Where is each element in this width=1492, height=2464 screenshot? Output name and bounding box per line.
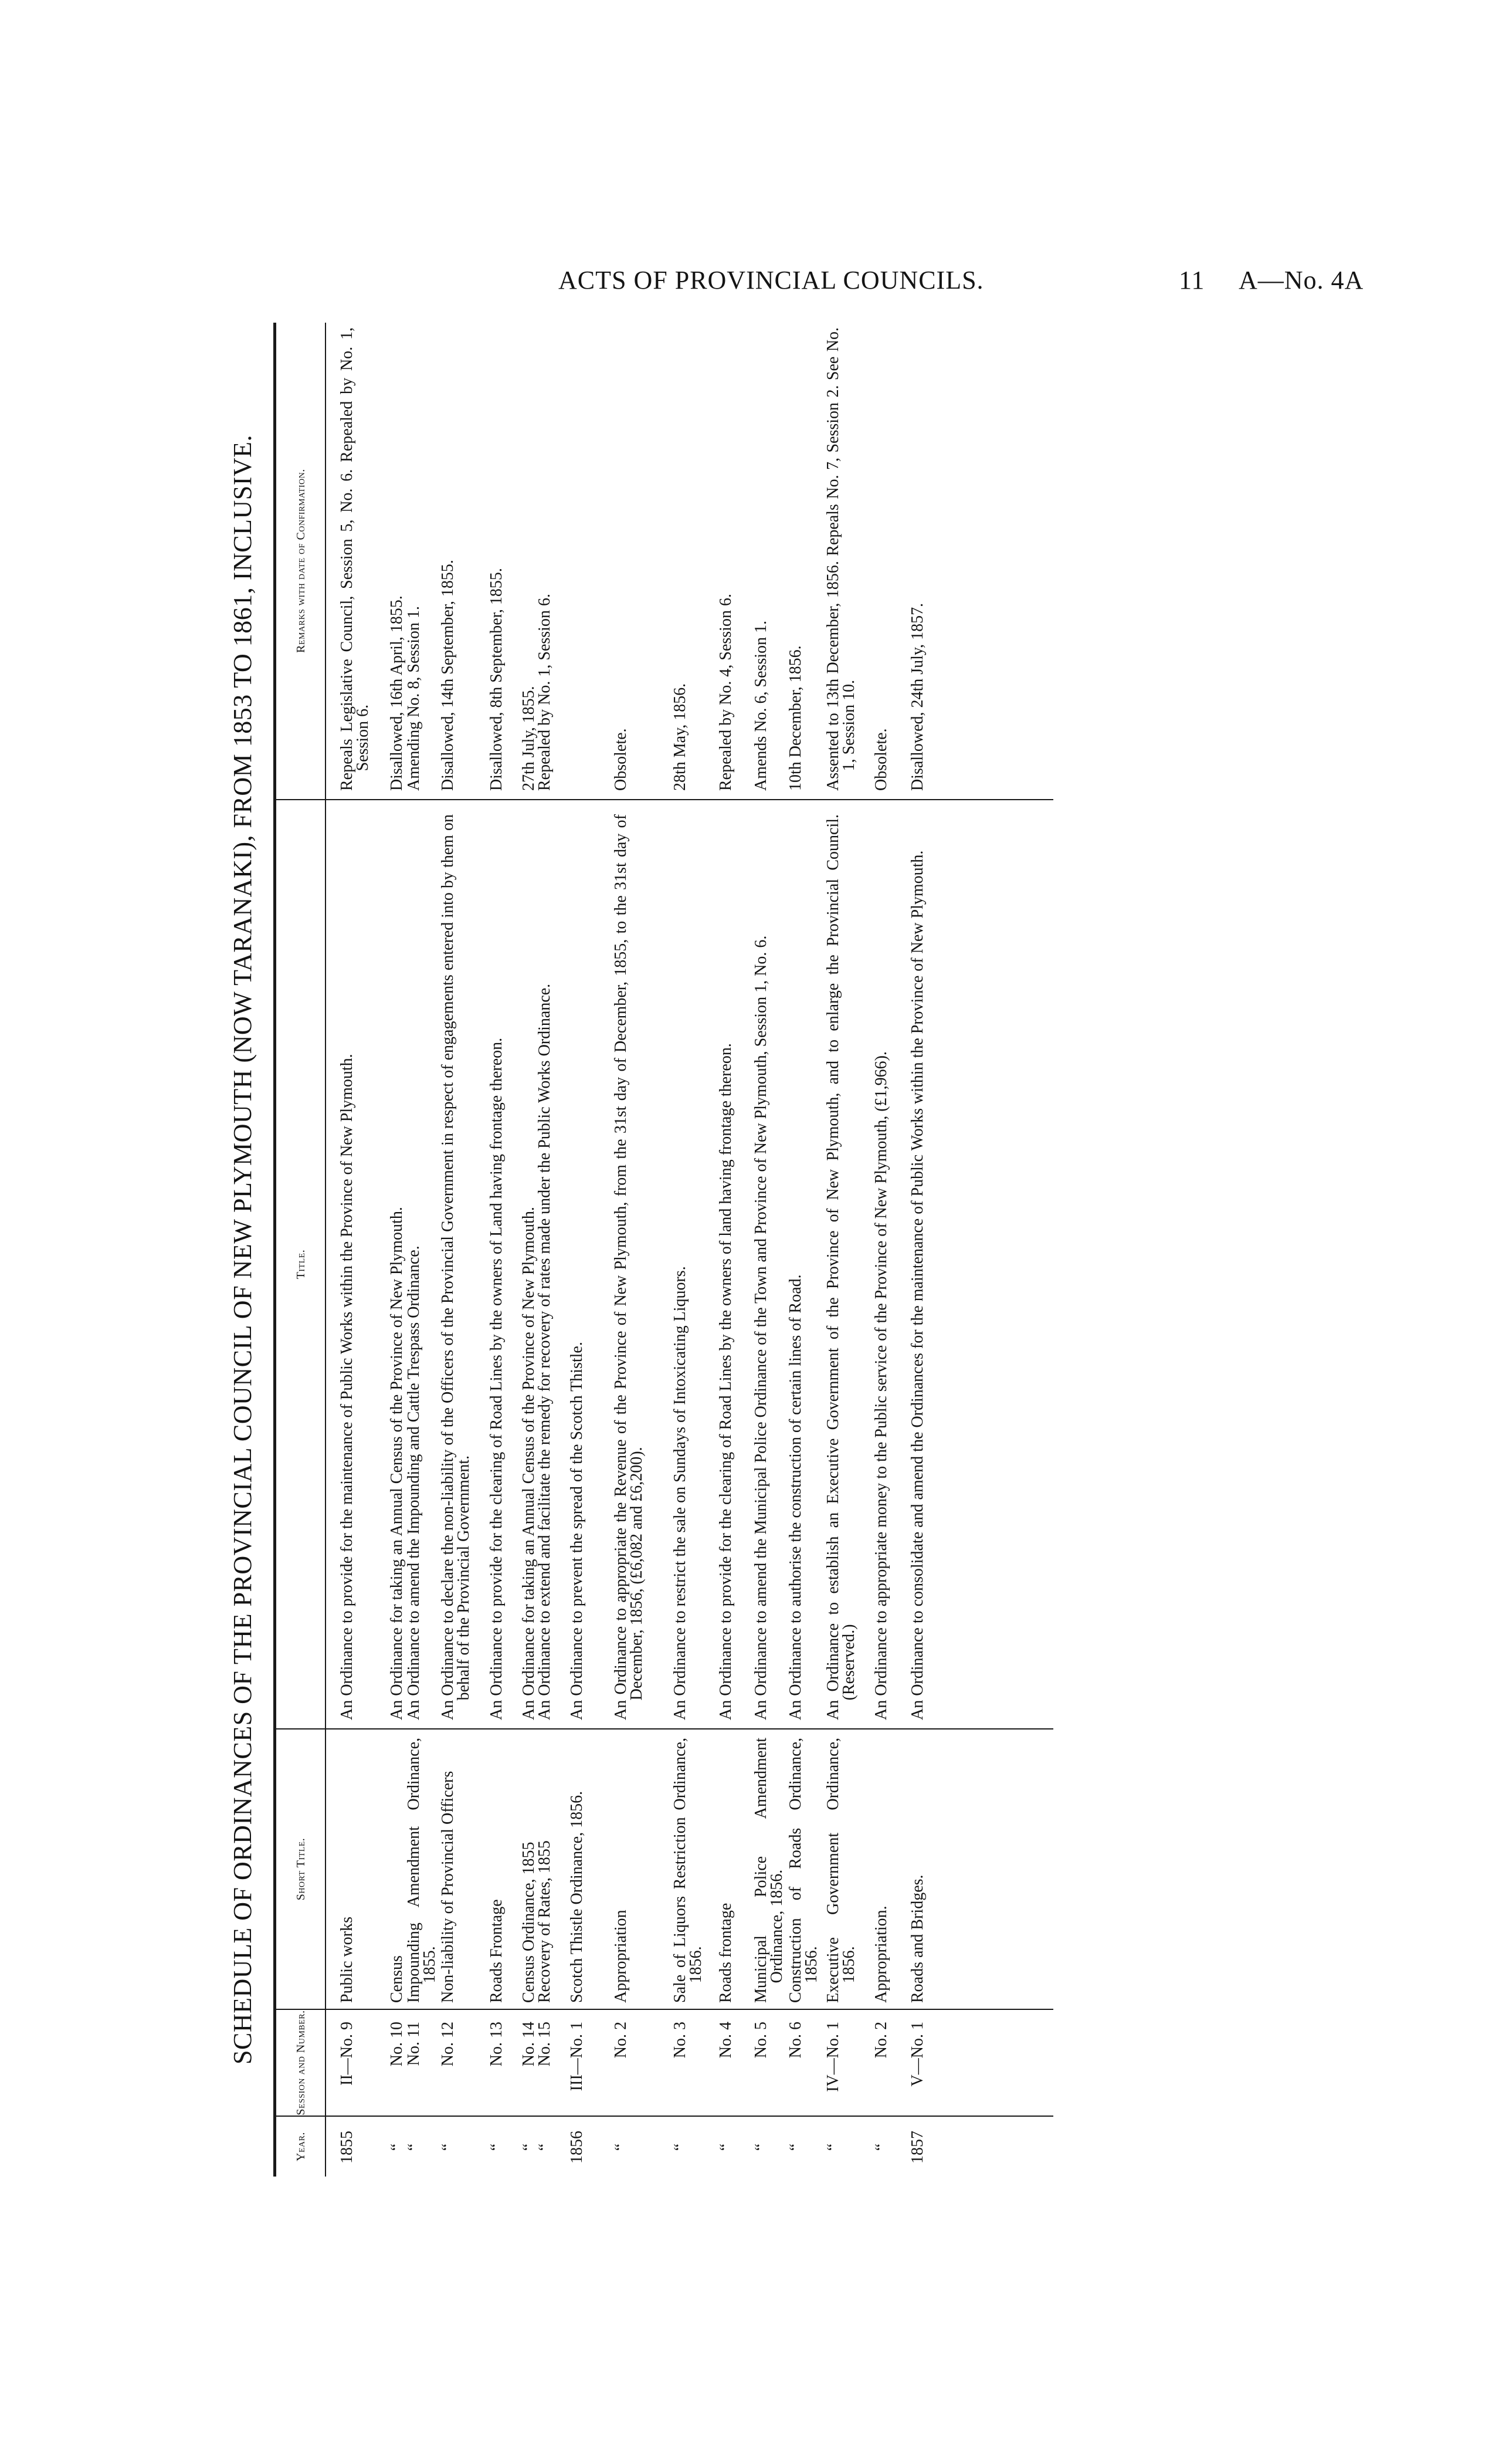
year-cell: “ xyxy=(786,2143,805,2151)
session-number-cell: No. 4 xyxy=(717,2022,735,2059)
session-number-cell: No. 14 xyxy=(520,2022,538,2067)
short-title-cell: Sale of Liquors Restriction Ordinance, 1856. xyxy=(671,1738,705,2003)
session-number-cell: No. 13 xyxy=(487,2022,506,2067)
short-title-cell: Impounding Amendment Ordinance, 1855. xyxy=(405,1738,439,2003)
remarks-cell: Repealed by No. 1, Session 6. xyxy=(535,594,554,791)
year-cell: 1857 xyxy=(908,2131,927,2164)
session-number-cell: II—No. 9 xyxy=(338,2022,356,2086)
year-cell: 1855 xyxy=(338,2131,356,2164)
year-cell: “ xyxy=(487,2143,506,2151)
year-cell: “ xyxy=(612,2143,630,2151)
header-underline-rule xyxy=(325,323,326,2177)
remarks-cell: 27th July, 1855. xyxy=(520,686,538,791)
title-cell: An Ordinance to amend the Impounding and Cattle Trespass Ordinance. xyxy=(405,1245,423,1720)
header-session-number: Session and Number. xyxy=(294,2010,307,2116)
year-cell: “ xyxy=(671,2143,689,2151)
header-year: Year. xyxy=(294,2132,307,2161)
column-rule xyxy=(273,1728,1053,1729)
session-number-cell: No. 2 xyxy=(872,2022,890,2059)
session-number-cell: No. 3 xyxy=(671,2022,689,2059)
remarks-cell: Repealed by No. 4, Session 6. xyxy=(717,594,735,791)
short-title-cell: Public works xyxy=(338,1917,356,2003)
session-number-cell: No. 12 xyxy=(439,2022,457,2067)
title-cell: An Ordinance to authorise the construction of certain lines of Road. xyxy=(786,1274,805,1720)
column-rule xyxy=(273,799,1053,800)
title-cell: An Ordinance to restrict the sale on Sundays of Intoxicating Liquors. xyxy=(671,1266,689,1720)
title-cell: An Ordinance to prevent the spread of the Scotch Thistle. xyxy=(568,1342,586,1720)
year-cell: “ xyxy=(535,2143,554,2151)
title-cell: An Ordinance to extend and facilitate the remedy for recovery of rates made under the Public Works Ordinance. xyxy=(535,983,554,1720)
title-cell: An Ordinance for taking an Annual Census of the Province of New Plymouth. xyxy=(388,1207,406,1720)
year-cell: “ xyxy=(872,2143,890,2151)
session-number-cell: No. 5 xyxy=(752,2022,770,2059)
session-number-cell: No. 15 xyxy=(535,2022,554,2067)
remarks-cell: Disallowed, 14th September, 1855. xyxy=(439,560,457,791)
year-cell: “ xyxy=(439,2143,457,2151)
session-number-cell: V—No. 1 xyxy=(908,2022,927,2087)
title-cell: An Ordinance to establish an Executive Government of the Province of New Plymouth, and to enlarge the Provincial Council. (Reserved.) xyxy=(824,814,858,1720)
short-title-cell: Recovery of Rates, 1855 xyxy=(535,1840,554,2003)
session-number-cell: No. 2 xyxy=(612,2022,630,2059)
short-title-cell: Municipal Police Amendment Ordinance, 1856. xyxy=(752,1738,786,2003)
short-title-cell: Non-liability of Provincial Officers xyxy=(439,1771,457,2003)
remarks-cell: Obsolete. xyxy=(872,728,890,791)
short-title-cell: Roads frontage xyxy=(717,1903,735,2003)
remarks-cell: Assented to 13th December, 1856. Repeals No. 7, Session 2. See No. 1, Session 10. xyxy=(824,327,858,791)
short-title-cell: Roads Frontage xyxy=(487,1899,506,2003)
short-title-cell: Census Ordinance, 1855 xyxy=(520,1842,538,2003)
year-cell: “ xyxy=(388,2143,406,2151)
table-top-rule xyxy=(273,323,276,2177)
ordinance-table xyxy=(273,323,1094,2177)
short-title-cell: Census xyxy=(388,1955,406,2003)
title-cell: An Ordinance to provide for the maintenance of Public Works within the Province of New Plymouth. xyxy=(338,1054,356,1720)
session-number-cell: No. 6 xyxy=(786,2022,805,2059)
year-cell: “ xyxy=(405,2143,423,2151)
column-rule xyxy=(273,2116,1053,2117)
session-number-cell: No. 10 xyxy=(388,2022,406,2067)
year-cell: “ xyxy=(752,2143,770,2151)
short-title-cell: Scotch Thistle Ordinance, 1856. xyxy=(568,1791,586,2003)
remarks-cell: Disallowed, 16th April, 1855. xyxy=(388,595,406,791)
year-cell: 1856 xyxy=(568,2131,586,2164)
title-cell: An Ordinance for taking an Annual Census of the Province of New Plymouth. xyxy=(520,1207,538,1720)
page-number: 11 xyxy=(1179,266,1205,295)
column-rule xyxy=(273,2009,1053,2010)
remarks-cell: Obsolete. xyxy=(612,728,630,791)
year-cell: “ xyxy=(717,2143,735,2151)
title-cell: An Ordinance to appropriate the Revenue of the Province of New Plymouth, from the 31st day of December, 1855, to the 31st day of December, 1856, (£6,082 and £6,200). xyxy=(612,814,646,1720)
session-number-cell: No. 11 xyxy=(405,2022,423,2066)
year-cell: “ xyxy=(520,2143,538,2151)
remarks-cell: Amending No. 8, Session 1. xyxy=(405,606,423,791)
remarks-cell: Disallowed, 24th July, 1857. xyxy=(908,603,927,791)
remarks-cell: Disallowed, 8th September, 1855. xyxy=(487,568,506,791)
short-title-cell: Roads and Bridges. xyxy=(908,1874,927,2003)
short-title-cell: Construction of Roads Ordinance, 1856. xyxy=(786,1738,820,2003)
title-cell: An Ordinance to provide for the clearing of Road Lines by the owners of land having frontage thereon. xyxy=(717,1043,735,1720)
remarks-cell: 28th May, 1856. xyxy=(671,683,689,791)
remarks-cell: 10th December, 1856. xyxy=(786,645,805,791)
session-number-cell: III—No. 1 xyxy=(568,2022,586,2091)
title-cell: An Ordinance to amend the Municipal Police Ordinance of the Town and Province of New Plymouth, Session 1, No. 6. xyxy=(752,935,770,1720)
header-remarks: Remarks with date of Confirmation. xyxy=(294,469,307,653)
rotated-schedule xyxy=(228,299,1101,2177)
header-title: Title. xyxy=(294,1249,307,1280)
remarks-cell: Amends No. 6, Session 1. xyxy=(752,620,770,791)
short-title-cell: Appropriation. xyxy=(872,1905,890,2003)
title-cell: An Ordinance to declare the non-liability of the Officers of the Provincial Government in respect of engagements entered into by them on behalf of the Provincial Government. xyxy=(439,814,473,1720)
title-cell: An Ordinance to consolidate and amend the Ordinances for the maintenance of Public Works within the Province of New Plymouth. xyxy=(908,850,927,1720)
running-title: ACTS OF PROVINCIAL COUNCILS. xyxy=(558,266,984,295)
table-title: SCHEDULE OF ORDINANCES OF THE PROVINCIAL COUNCIL OF NEW PLYMOUTH (NOW TARANAKI), FROM 1853 TO 1861, INCLUSIVE. xyxy=(228,435,257,2064)
short-title-cell: Executive Government Ordinance, 1856. xyxy=(824,1738,858,2003)
header-short-title: Short Title. xyxy=(294,1837,307,1901)
session-number-cell: IV—No. 1 xyxy=(824,2022,842,2092)
short-title-cell: Appropriation xyxy=(612,1910,630,2003)
year-cell: “ xyxy=(824,2143,842,2151)
title-cell: An Ordinance to provide for the clearing of Road Lines by the owners of Land having frontage thereon. xyxy=(487,1037,506,1720)
title-cell: An Ordinance to appropriate money to the Public service of the Province of New Plymouth, (£1,966). xyxy=(872,1051,890,1720)
remarks-cell: Repeals Legislative Council, Session 5, No. 6. Repealed by No. 1, Session 6. xyxy=(338,327,372,791)
paper-reference: A—No. 4A xyxy=(1239,266,1364,295)
